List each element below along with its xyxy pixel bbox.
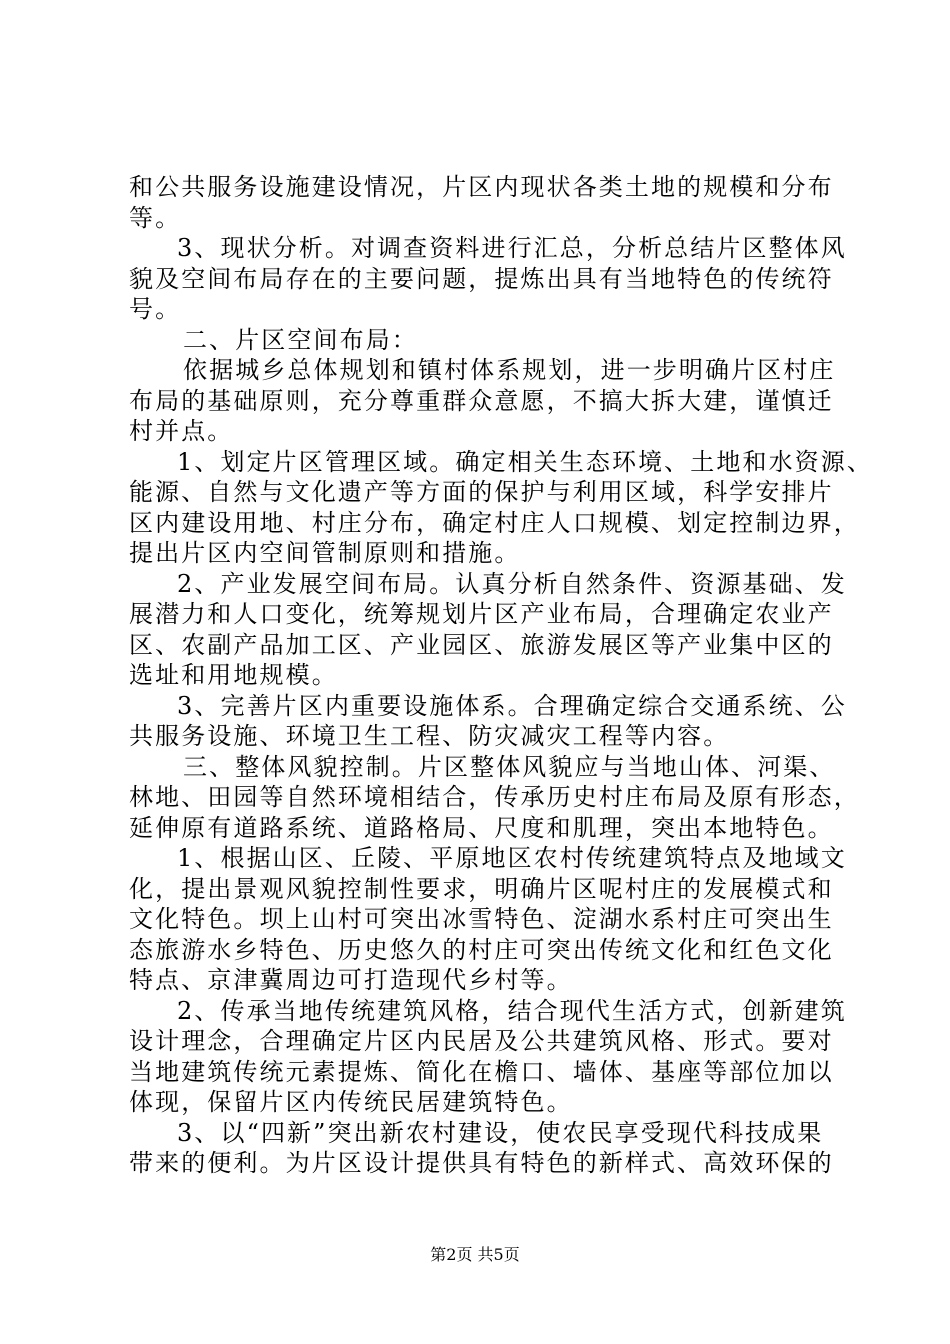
page-footer: 第2页 共5页 (430, 1245, 520, 1264)
text-line: 当地建筑传统元素提炼、简化在檐口、墙体、基座等部位加以 (129, 1057, 834, 1086)
text-line: 1、划定片区管理区域。确定相关生态环境、土地和水资源、 (177, 447, 873, 476)
text-line: 村并点。 (129, 417, 234, 445)
text-line: 带来的便利。为片区设计提供具有特色的新样式、高效环保的 (129, 1149, 834, 1177)
text-line: 林地、田园等自然环境相结合，传承历史村庄布局及原有形态， (129, 783, 860, 811)
document-body (129, 172, 873, 1179)
text-line: 等。 (129, 203, 182, 232)
text-line: 2、产业发展空间布局。认真分析自然条件、资源基础、发 (177, 569, 847, 598)
text-line: 展潜力和人口变化，统筹规划片区产业布局，合理确定农业产 (129, 600, 834, 628)
text-line: 2、传承当地传统建筑风格，结合现代生活方式，创新建筑 (177, 996, 847, 1025)
text-line: 延伸原有道路系统、道路格局、尺度和肌理，突出本地特色。 (129, 813, 834, 842)
text-line: 1、根据山区、丘陵、平原地区农村传统建筑特点及地域文 (177, 844, 847, 872)
text-line: 化，提出景观风貌控制性要求，明确片区呢村庄的发展模式和 (129, 874, 834, 903)
text-line: 设计理念，合理确定片区内民居及公共建筑风格、形式。要对 (129, 1027, 834, 1055)
text-line: 依据城乡总体规划和镇村体系规划，进一步明确片区村庄 (183, 356, 836, 384)
text-line: 3、现状分析。对调查资料进行汇总，分析总结片区整体风 (177, 234, 847, 262)
text-line: 3、以“四新”突出新农村建设，使农民享受现代科技成果 (177, 1118, 824, 1147)
text-line: 貌及空间布局存在的主要问题，提炼出具有当地特色的传统符 (129, 264, 834, 293)
text-line: 和公共服务设施建设情况，片区内现状各类土地的规模和分布 (129, 173, 834, 201)
text-line: 态旅游水乡特色、历史悠久的村庄可突出传统文化和红色文化 (129, 935, 834, 964)
text-line: 提出片区内空间管制原则和措施。 (129, 539, 521, 567)
text-line: 文化特色。坝上山村可突出冰雪特色、淀湖水系村庄可突出生 (129, 905, 834, 933)
text-line: 二、片区空间布局： (183, 325, 418, 354)
text-line: 3、完善片区内重要设施体系。合理确定综合交通系统、公 (177, 691, 847, 720)
text-line: 选址和用地规模。 (129, 661, 338, 689)
text-line: 共服务设施、环境卫生工程、防灾减灾工程等内容。 (129, 722, 730, 750)
text-line: 区、农副产品加工区、产业园区、旅游发展区等产业集中区的 (129, 630, 834, 659)
text-line: 布局的基础原则，充分尊重群众意愿，不搞大拆大建，谨慎迁 (129, 386, 834, 415)
text-line: 体现，保留片区内传统民居建筑特色。 (129, 1088, 573, 1116)
text-line: 能源、自然与文化遗产等方面的保护与利用区域，科学安排片 (129, 478, 834, 506)
text-line: 号。 (129, 295, 182, 323)
text-line: 区内建设用地、村庄分布，确定村庄人口规模、划定控制边界， (129, 508, 860, 537)
text-line: 三、整体风貌控制。片区整体风貌应与当地山体、河渠、 (183, 752, 836, 781)
text-line: 特点、京津冀周边可打造现代乡村等。 (129, 966, 573, 994)
